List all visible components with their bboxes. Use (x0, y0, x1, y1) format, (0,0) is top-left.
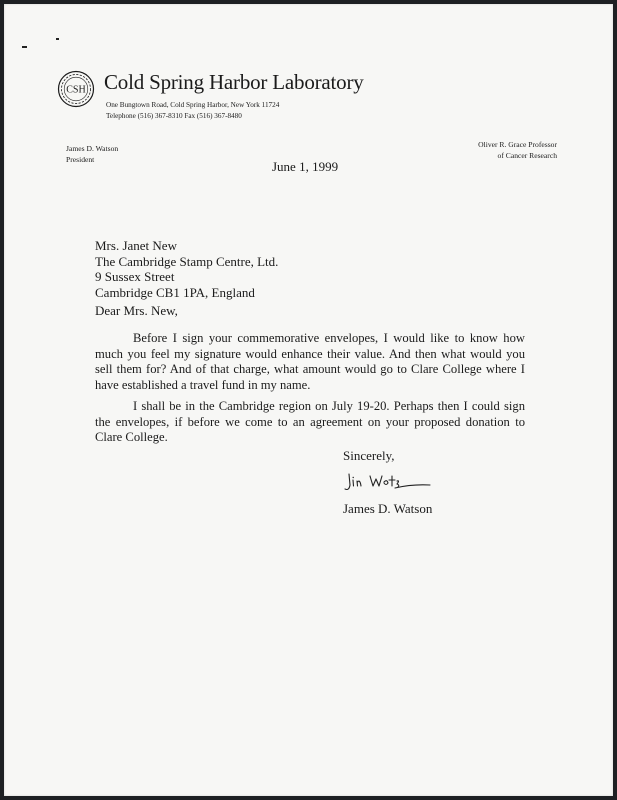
scan-mark (56, 38, 59, 40)
body-paragraph: Before I sign your commemorative envelopes, I would like to know how much you feel my signature would enhance their value. And then what would you sell them for? And of that charge, what amount would go to Clare College where I have established a travel fund in my name. (95, 331, 525, 392)
professorship-block (478, 139, 557, 161)
recipient-address (95, 238, 278, 300)
signer-name: James D. Watson (343, 501, 433, 516)
professorship-line: of Cancer Research (497, 151, 557, 160)
csh-logo-icon (57, 70, 95, 108)
sender-name: James D. Watson (66, 144, 119, 153)
letterhead-address (106, 100, 279, 122)
sender-title: President (66, 155, 95, 164)
handwritten-signature (342, 470, 432, 496)
recipient-line: Cambridge CB1 1PA, England (95, 284, 255, 300)
phone-fax-line: Telephone (516) 367-8310 Fax (516) 367-8480 (106, 112, 242, 120)
organization-name: Cold Spring Harbor Laboratory (104, 70, 364, 94)
letter-date: June 1, 1999 (272, 159, 339, 174)
address-line: One Bungtown Road, Cold Spring Harbor, New York 11724 (106, 101, 280, 109)
recipient-line: Mrs. Janet New (95, 238, 177, 253)
logo-text: CSH (66, 84, 86, 96)
recipient-line: 9 Sussex Street (95, 269, 175, 284)
sender-block (66, 143, 118, 165)
closing: Sincerely, (343, 448, 395, 463)
body-paragraph: I shall be in the Cambridge region on July 19-20. Perhaps then I could sign the envelopes, if before we come to an agreement on your proposed donation to Clare College. (95, 399, 525, 444)
professorship-line: Oliver R. Grace Professor (478, 140, 557, 149)
salutation: Dear Mrs. New, (95, 303, 178, 318)
letter-page (4, 4, 613, 796)
recipient-line: The Cambridge Stamp Centre, Ltd. (95, 253, 279, 269)
scan-mark (22, 46, 27, 48)
